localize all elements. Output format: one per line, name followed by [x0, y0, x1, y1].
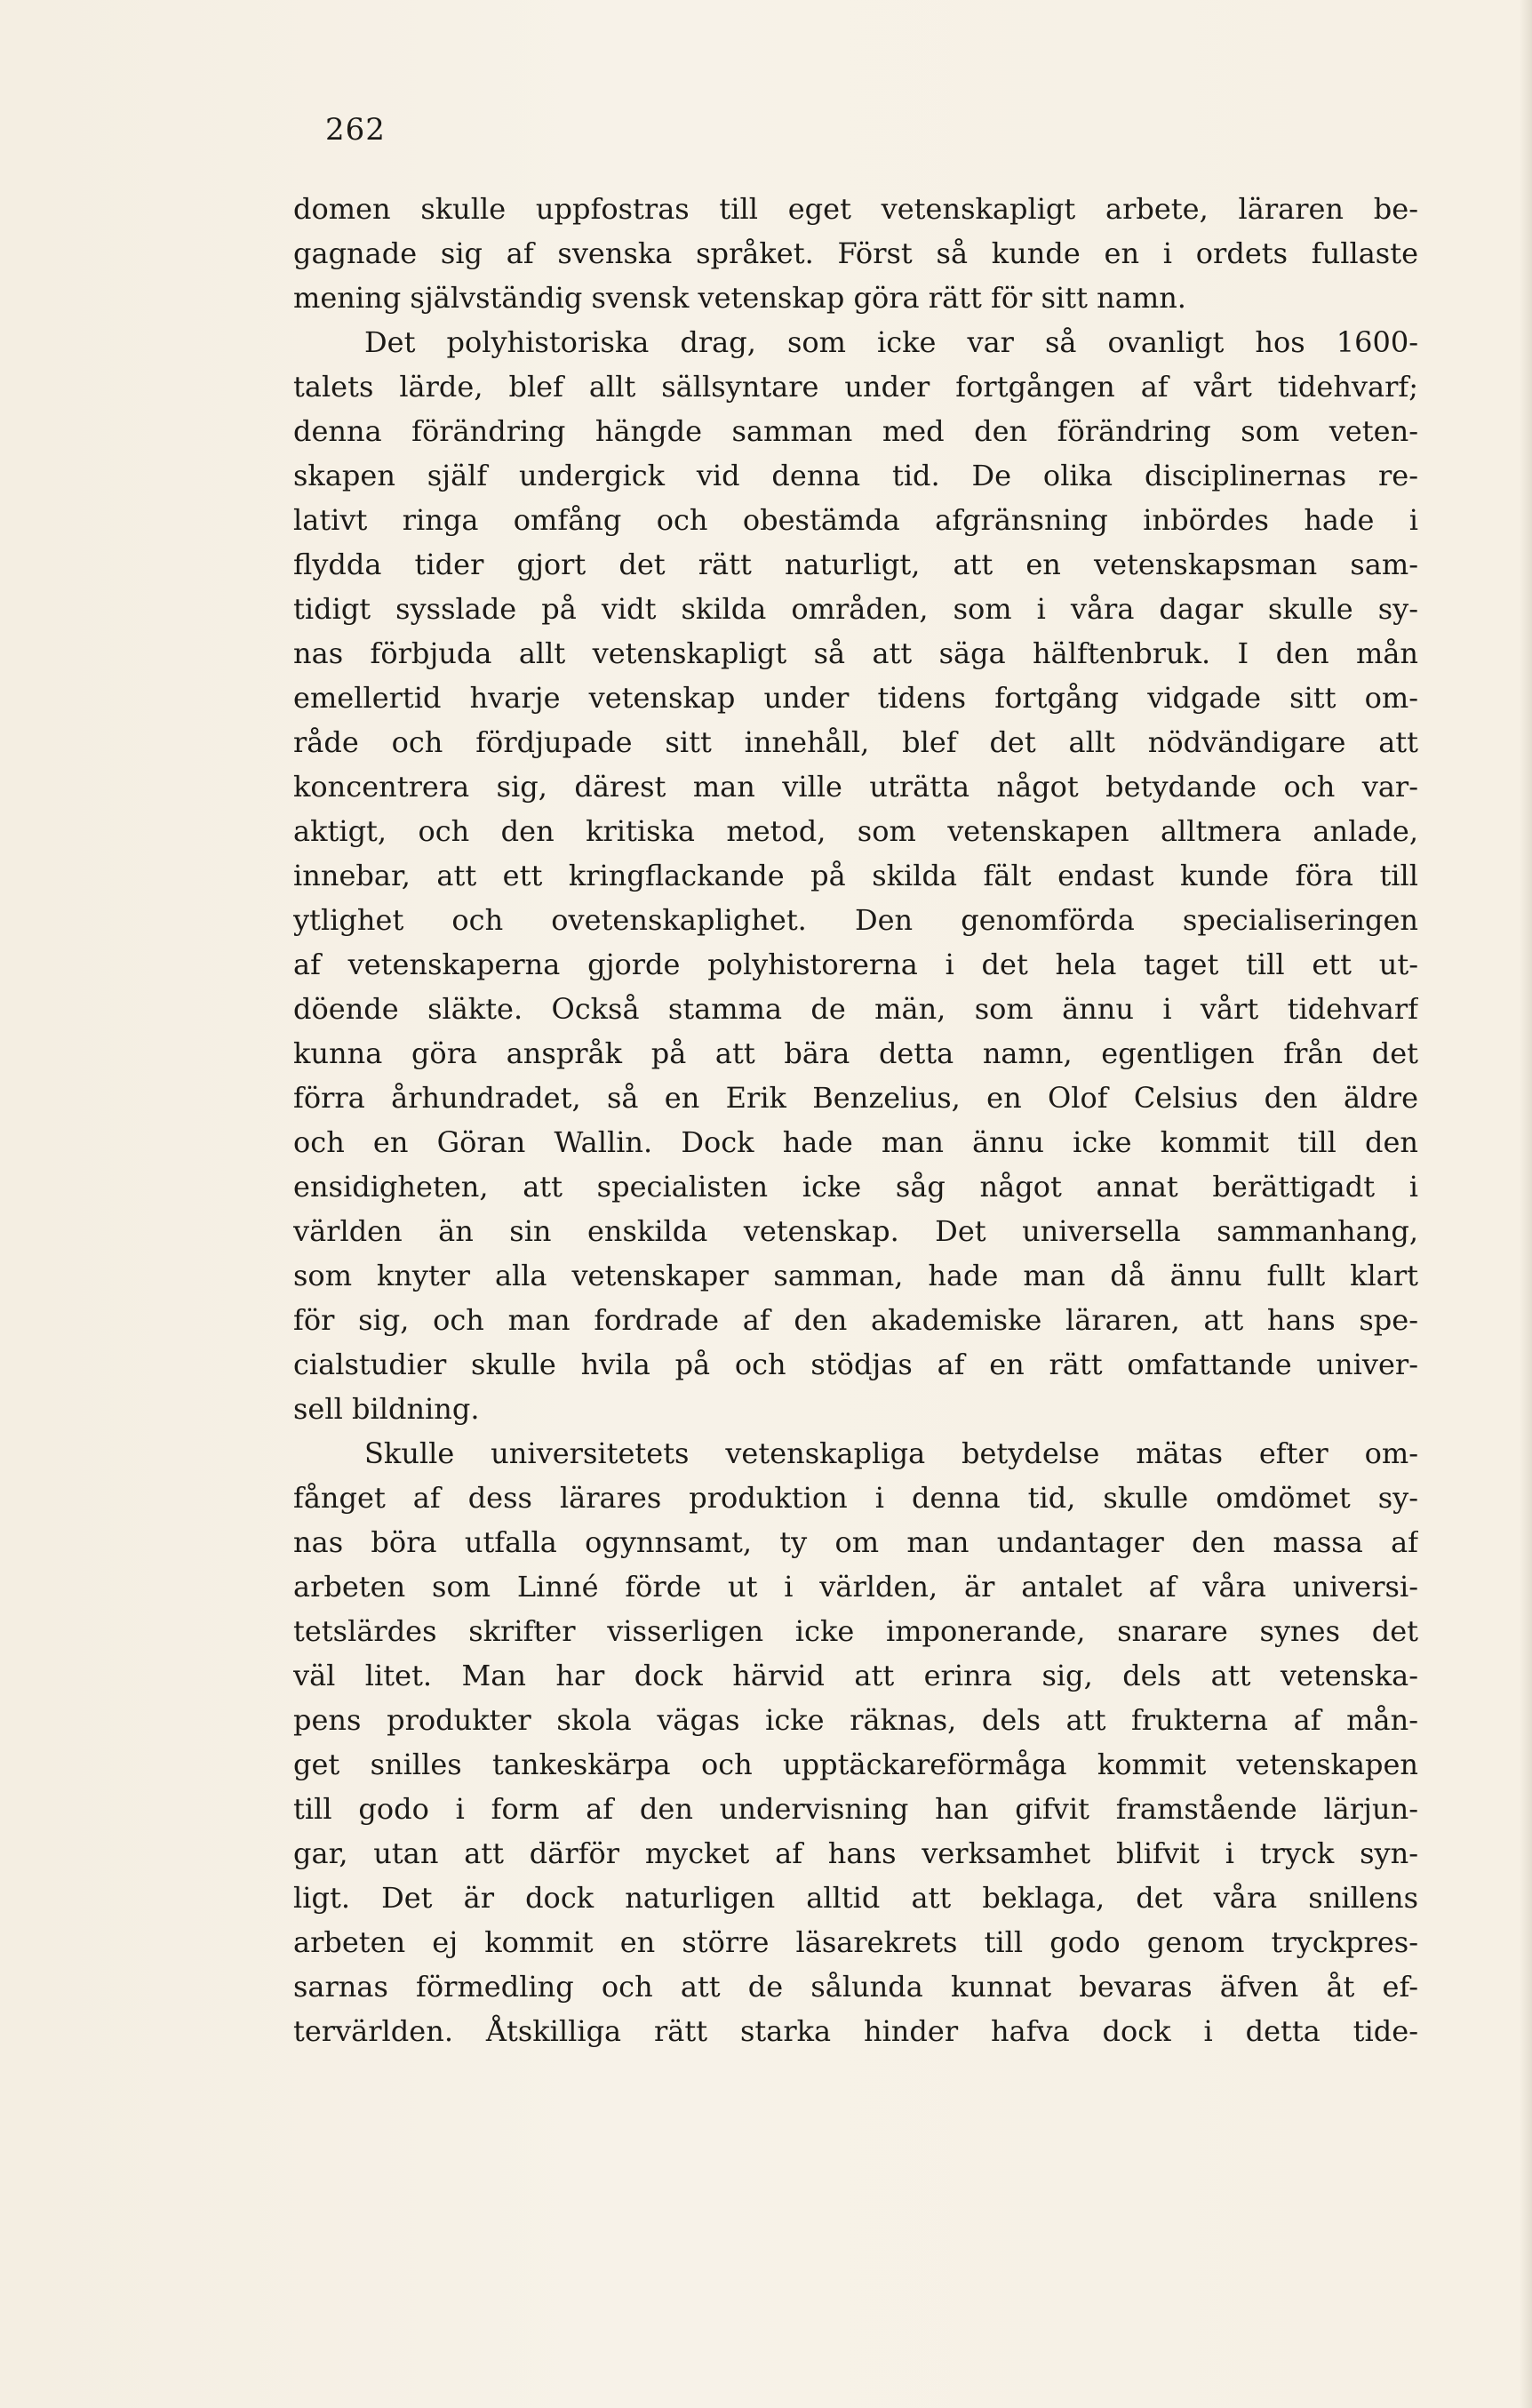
- text-line: skapen själf undergick vid denna tid. De olika disciplinernas re-: [293, 459, 1418, 492]
- text-line: gagnade sig af svenska språket. Först så kunde en i ordets fullaste: [293, 236, 1418, 270]
- text-line: emellertid hvarje vetenskap under tidens fortgång vidgade sitt om-: [293, 681, 1418, 715]
- text-line: råde och fördjupade sitt innehåll, blef det allt nödvändigare att: [293, 725, 1418, 759]
- text-line: denna förändring hängde samman med den förändring som veten-: [293, 414, 1418, 448]
- text-line: för sig, och man fordrade af den akademiske läraren, att hans spe-: [293, 1303, 1418, 1337]
- text-line: lativt ringa omfång och obestämda afgränsning inbördes hade i: [293, 503, 1418, 537]
- text-line: domen skulle uppfostras till eget vetenskapligt arbete, läraren be-: [293, 192, 1418, 226]
- text-line: mening självständig svensk vetenskap göra rätt för sitt namn.: [293, 281, 1186, 315]
- text-line: till godo i form af den undervisning han gifvit framstående lärjun-: [293, 1792, 1418, 1826]
- text-line: sell bildning.: [293, 1392, 480, 1426]
- text-line: talets lärde, blef allt sällsyntare under fortgången af vårt tidehvarf;: [293, 370, 1418, 404]
- text-line: nas förbjuda allt vetenskapligt så att säga hälftenbruk. I den mån: [293, 636, 1418, 670]
- text-line: ytlighet och ovetenskaplighet. Den genomförda specialiseringen: [293, 903, 1418, 937]
- page-edge-shadow: [1520, 0, 1532, 2408]
- text-line: Det polyhistoriska drag, som icke var så ovanligt hos 1600-: [364, 325, 1418, 359]
- text-line: ligt. Det är dock naturligen alltid att beklaga, det våra snillens: [293, 1881, 1418, 1915]
- text-line: flydda tider gjort det rätt naturligt, att en vetenskapsman sam-: [293, 548, 1418, 581]
- text-line: get snilles tankeskärpa och upptäckareförmåga kommit vetenskapen: [293, 1748, 1418, 1781]
- text-line: kunna göra anspråk på att bära detta namn, egentligen från det: [293, 1036, 1418, 1070]
- text-line: pens produkter skola vägas icke räknas, dels att frukterna af mån-: [293, 1703, 1418, 1737]
- text-line: arbeten ej kommit en större läsarekrets till godo genom tryckpres-: [293, 1925, 1418, 1959]
- text-line: väl litet. Man har dock härvid att erinra sig, dels att vetenska-: [293, 1659, 1418, 1692]
- body-text: [293, 187, 1418, 2053]
- text-line: innebar, att ett kringflackande på skilda fält endast kunde föra till: [293, 859, 1418, 892]
- text-line: fånget af dess lärares produktion i denna tid, skulle omdömet sy-: [293, 1481, 1418, 1515]
- text-line: af vetenskaperna gjorde polyhistorerna i det hela taget till ett ut-: [293, 948, 1418, 981]
- text-line: som knyter alla vetenskaper samman, hade man då ännu fullt klart: [293, 1259, 1418, 1292]
- text-line: sarnas förmedling och att de sålunda kunnat bevaras äfven åt ef-: [293, 1970, 1418, 2004]
- text-line: aktigt, och den kritiska metod, som vetenskapen alltmera anlade,: [293, 814, 1418, 848]
- text-line: arbeten som Linné förde ut i världen, är antalet af våra universi-: [293, 1570, 1418, 1604]
- text-line: cialstudier skulle hvila på och stödjas af en rätt omfattande univer-: [293, 1348, 1418, 1381]
- text-line: tidigt sysslade på vidt skilda områden, som i våra dagar skulle sy-: [293, 592, 1418, 626]
- text-line: förra århundradet, så en Erik Benzelius, en Olof Celsius den äldre: [293, 1081, 1418, 1115]
- text-line: tetslärdes skrifter visserligen icke imponerande, snarare synes det: [293, 1614, 1418, 1648]
- text-line: ensidigheten, att specialisten icke såg något annat berättigadt i: [293, 1170, 1418, 1204]
- text-line: döende släkte. Också stamma de män, som ännu i vårt tidehvarf: [293, 992, 1418, 1026]
- text-line: och en Göran Wallin. Dock hade man ännu icke kommit till den: [293, 1125, 1418, 1159]
- text-line: tervärlden. Åtskilliga rätt starka hinder hafva dock i detta tide-: [293, 2014, 1418, 2048]
- text-line: Skulle universitetets vetenskapliga betydelse mätas efter om-: [364, 1436, 1418, 1470]
- text-line: världen än sin enskilda vetenskap. Det universella sammanhang,: [293, 1214, 1418, 1248]
- page-number: 262: [325, 112, 386, 148]
- text-line: koncentrera sig, därest man ville uträtta något betydande och var-: [293, 770, 1418, 804]
- text-line: nas böra utfalla ogynnsamt, ty om man undantager den massa af: [293, 1525, 1418, 1559]
- text-line: gar, utan att därför mycket af hans verksamhet blifvit i tryck syn-: [293, 1836, 1418, 1870]
